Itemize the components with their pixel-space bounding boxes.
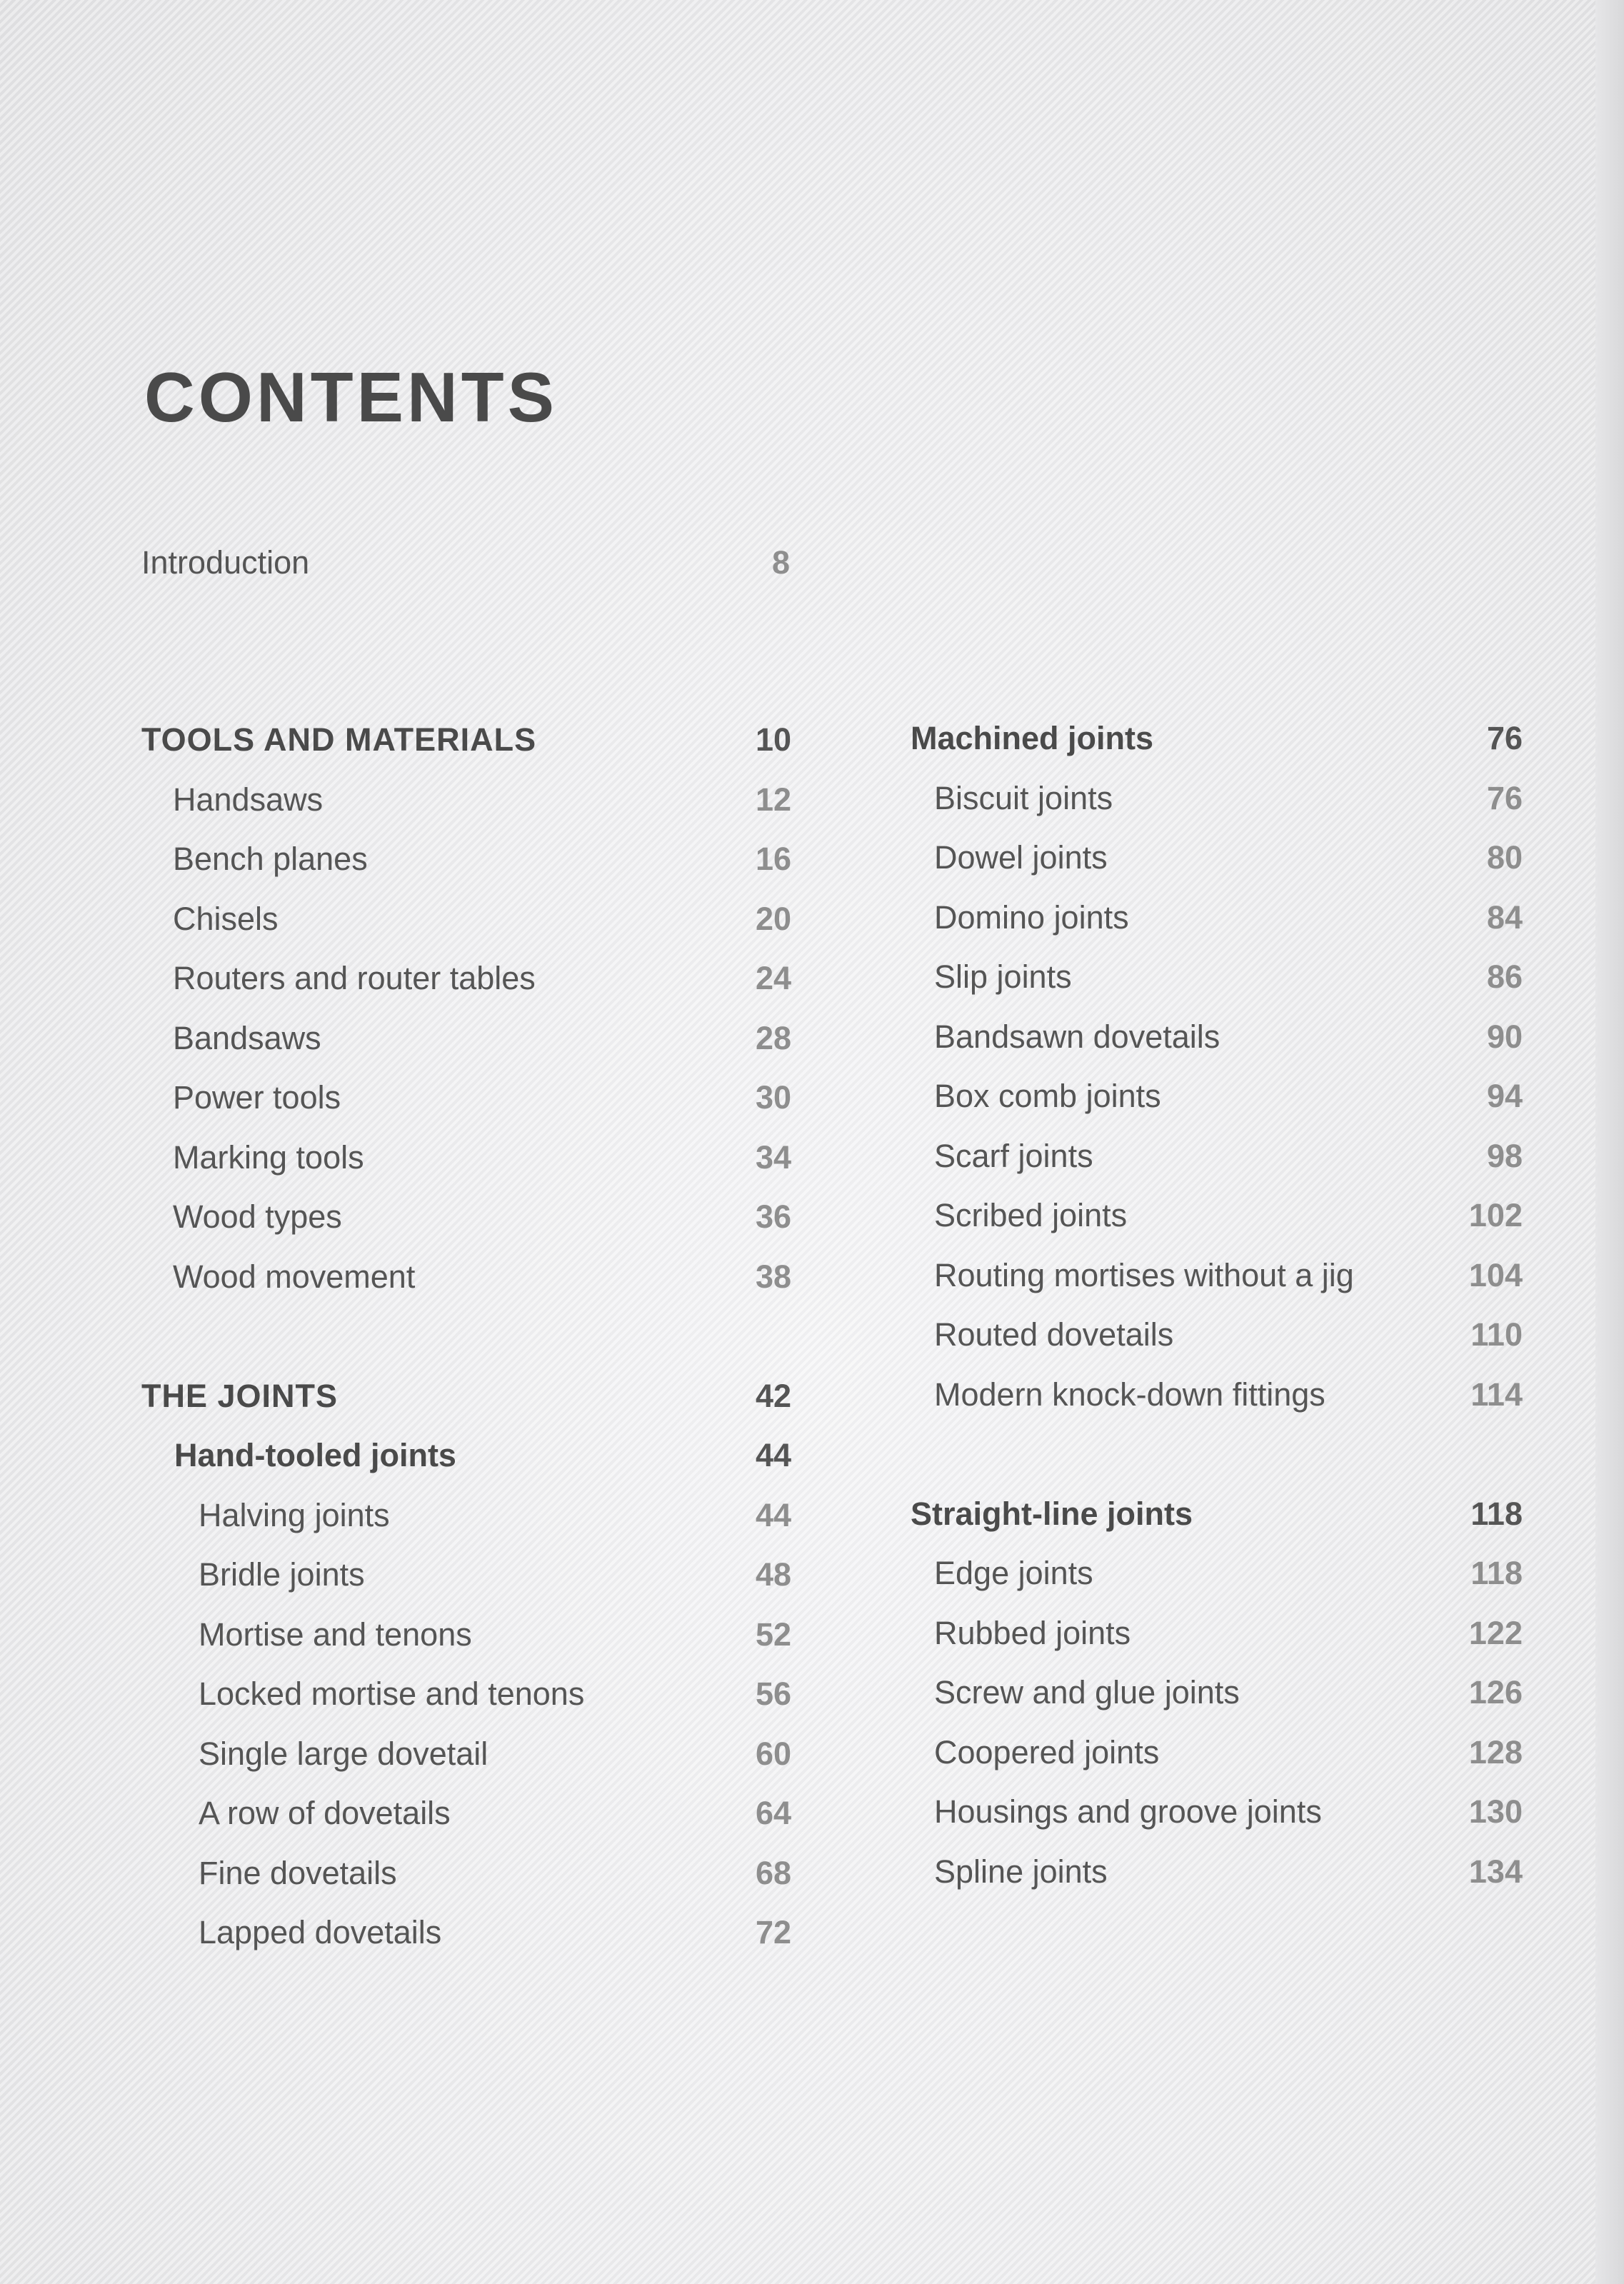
toc-entry[interactable] bbox=[934, 1365, 1523, 1425]
entry-label: Slip joints bbox=[934, 958, 1072, 995]
entry-label: Lapped dovetails bbox=[199, 1914, 442, 1950]
entry-page: 130 bbox=[1468, 1793, 1523, 1830]
entry-page: 126 bbox=[1468, 1674, 1523, 1711]
entry-page: 68 bbox=[755, 1854, 791, 1891]
entry-page: 122 bbox=[1468, 1614, 1523, 1651]
entry-page: 60 bbox=[755, 1735, 791, 1772]
toc-entry[interactable] bbox=[199, 1724, 791, 1784]
entry-label: Biscuit joints bbox=[934, 779, 1113, 816]
entry-label: Box comb joints bbox=[934, 1078, 1161, 1114]
entry-label: Routed dovetails bbox=[934, 1316, 1174, 1353]
toc-entry[interactable] bbox=[934, 1126, 1523, 1186]
toc-entry[interactable] bbox=[173, 889, 791, 949]
entry-label: Dowel joints bbox=[934, 839, 1108, 876]
entry-label: Modern knock-down fittings bbox=[934, 1376, 1325, 1413]
entry-page: 16 bbox=[755, 841, 791, 877]
entry-page: 94 bbox=[1486, 1078, 1523, 1114]
entry-page: 134 bbox=[1468, 1853, 1523, 1890]
entry-label: Housings and groove joints bbox=[934, 1793, 1322, 1830]
toc-entry[interactable] bbox=[934, 1246, 1523, 1306]
toc-entry[interactable] bbox=[173, 1128, 791, 1188]
entry-label: Bench planes bbox=[173, 841, 368, 877]
toc-entry[interactable] bbox=[141, 1366, 791, 1426]
entry-label: Routers and router tables bbox=[173, 960, 536, 996]
entry-label: Wood movement bbox=[173, 1258, 416, 1295]
entry-page: 12 bbox=[755, 781, 791, 818]
toc-entry[interactable] bbox=[173, 1068, 791, 1128]
toc-entry[interactable] bbox=[934, 1186, 1523, 1246]
entry-page: 128 bbox=[1468, 1733, 1523, 1770]
toc-entry[interactable] bbox=[934, 1782, 1523, 1842]
entry-label: Single large dovetail bbox=[199, 1735, 488, 1772]
toc-entry[interactable] bbox=[934, 1663, 1523, 1723]
entry-page: 110 bbox=[1470, 1316, 1523, 1353]
toc-entry[interactable] bbox=[199, 1843, 791, 1903]
toc-entry[interactable] bbox=[934, 947, 1523, 1007]
entry-page: 56 bbox=[755, 1676, 791, 1712]
page-edge bbox=[1595, 0, 1624, 2284]
toc-entry[interactable] bbox=[173, 829, 791, 889]
toc-entry[interactable] bbox=[174, 1426, 791, 1486]
toc-entry[interactable] bbox=[173, 1187, 791, 1247]
toc-entry[interactable] bbox=[934, 1305, 1523, 1365]
entry-label: Spline joints bbox=[934, 1853, 1108, 1890]
entry-label: Mortise and tenons bbox=[199, 1616, 472, 1653]
entry-label: A row of dovetails bbox=[199, 1795, 451, 1831]
entry-page: 38 bbox=[755, 1258, 791, 1295]
entry-page: 36 bbox=[755, 1198, 791, 1235]
toc-entry[interactable] bbox=[199, 1783, 791, 1843]
entry-label: Locked mortise and tenons bbox=[199, 1676, 585, 1712]
entry-label: Fine dovetails bbox=[199, 1854, 397, 1891]
toc-entry[interactable] bbox=[173, 770, 791, 830]
entry-label: Introduction bbox=[141, 544, 310, 581]
entry-page: 90 bbox=[1486, 1018, 1523, 1055]
entry-label: TOOLS AND MATERIALS bbox=[141, 721, 537, 758]
entry-label: Marking tools bbox=[173, 1138, 364, 1176]
entry-label: Power tools bbox=[173, 1079, 341, 1116]
entry-page: 72 bbox=[755, 1914, 791, 1950]
entry-page: 48 bbox=[755, 1556, 791, 1593]
entry-label: Domino joints bbox=[934, 898, 1129, 936]
toc-entry[interactable] bbox=[934, 1842, 1523, 1902]
entry-page: 80 bbox=[1486, 839, 1523, 876]
toc-entry[interactable] bbox=[934, 1723, 1523, 1783]
toc-entry[interactable] bbox=[934, 768, 1523, 828]
entry-page: 20 bbox=[755, 900, 791, 937]
toc-entry[interactable] bbox=[934, 1066, 1523, 1126]
toc-entry[interactable] bbox=[173, 1247, 791, 1307]
entry-label: Routing mortises without a jig bbox=[934, 1256, 1354, 1293]
entry-label: Edge joints bbox=[934, 1555, 1093, 1591]
entry-page: 118 bbox=[1470, 1495, 1523, 1532]
entry-label: THE JOINTS bbox=[141, 1377, 339, 1414]
toc-entry[interactable] bbox=[911, 1484, 1523, 1544]
entry-page: 86 bbox=[1486, 958, 1523, 995]
entry-label: Handsaws bbox=[173, 781, 324, 818]
entry-page: 44 bbox=[755, 1496, 791, 1533]
entry-page: 52 bbox=[755, 1616, 791, 1653]
entry-page: 98 bbox=[1486, 1137, 1523, 1174]
entry-page: 102 bbox=[1468, 1197, 1523, 1233]
toc-entry[interactable] bbox=[199, 1903, 791, 1963]
toc-entry[interactable] bbox=[199, 1664, 791, 1724]
entry-page: 114 bbox=[1470, 1376, 1523, 1413]
entry-page: 76 bbox=[1486, 720, 1523, 756]
entry-label: Bandsaws bbox=[173, 1019, 321, 1056]
entry-page: 118 bbox=[1470, 1555, 1523, 1591]
entry-label: Wood types bbox=[173, 1198, 342, 1235]
toc-entry[interactable] bbox=[911, 708, 1523, 768]
toc-entry[interactable] bbox=[934, 1543, 1523, 1603]
toc-entry[interactable] bbox=[199, 1605, 791, 1665]
entry-page: 84 bbox=[1486, 898, 1523, 936]
toc-entry[interactable] bbox=[934, 1007, 1523, 1067]
entry-label: Chisels bbox=[173, 900, 279, 937]
entry-label: Straight-line joints bbox=[911, 1495, 1193, 1532]
toc-entry[interactable] bbox=[199, 1486, 791, 1546]
entry-page: 104 bbox=[1468, 1256, 1523, 1293]
entry-page: 30 bbox=[755, 1079, 791, 1116]
entry-label: Halving joints bbox=[199, 1496, 390, 1533]
entry-label: Scarf joints bbox=[934, 1137, 1093, 1174]
entry-page: 24 bbox=[755, 960, 791, 996]
entry-page: 64 bbox=[755, 1795, 791, 1831]
toc-entry[interactable] bbox=[141, 710, 791, 770]
toc-entry-introduction[interactable] bbox=[141, 533, 790, 593]
entry-label: Coopered joints bbox=[934, 1733, 1160, 1770]
entry-label: Bridle joints bbox=[199, 1556, 365, 1593]
entry-page: 8 bbox=[771, 544, 790, 581]
toc-entry[interactable] bbox=[199, 1545, 791, 1605]
entry-label: Hand-tooled joints bbox=[174, 1437, 456, 1473]
toc-entry[interactable] bbox=[173, 948, 791, 1008]
entry-page: 10 bbox=[755, 721, 791, 758]
entry-page: 42 bbox=[755, 1377, 791, 1414]
toc-entry[interactable] bbox=[934, 888, 1523, 948]
entry-label: Machined joints bbox=[911, 720, 1154, 756]
entry-label: Bandsawn dovetails bbox=[934, 1018, 1220, 1055]
entry-label: Scribed joints bbox=[934, 1197, 1128, 1233]
entry-page: 76 bbox=[1486, 779, 1523, 816]
entry-label: Rubbed joints bbox=[934, 1614, 1131, 1651]
entry-page: 34 bbox=[755, 1138, 791, 1176]
toc-entry[interactable] bbox=[173, 1008, 791, 1068]
entry-page: 44 bbox=[755, 1437, 791, 1473]
toc-entry[interactable] bbox=[934, 1603, 1523, 1663]
entry-label: Screw and glue joints bbox=[934, 1674, 1240, 1711]
entry-page: 28 bbox=[755, 1019, 791, 1056]
toc-entry[interactable] bbox=[934, 828, 1523, 888]
page-title: CONTENTS bbox=[144, 358, 558, 436]
